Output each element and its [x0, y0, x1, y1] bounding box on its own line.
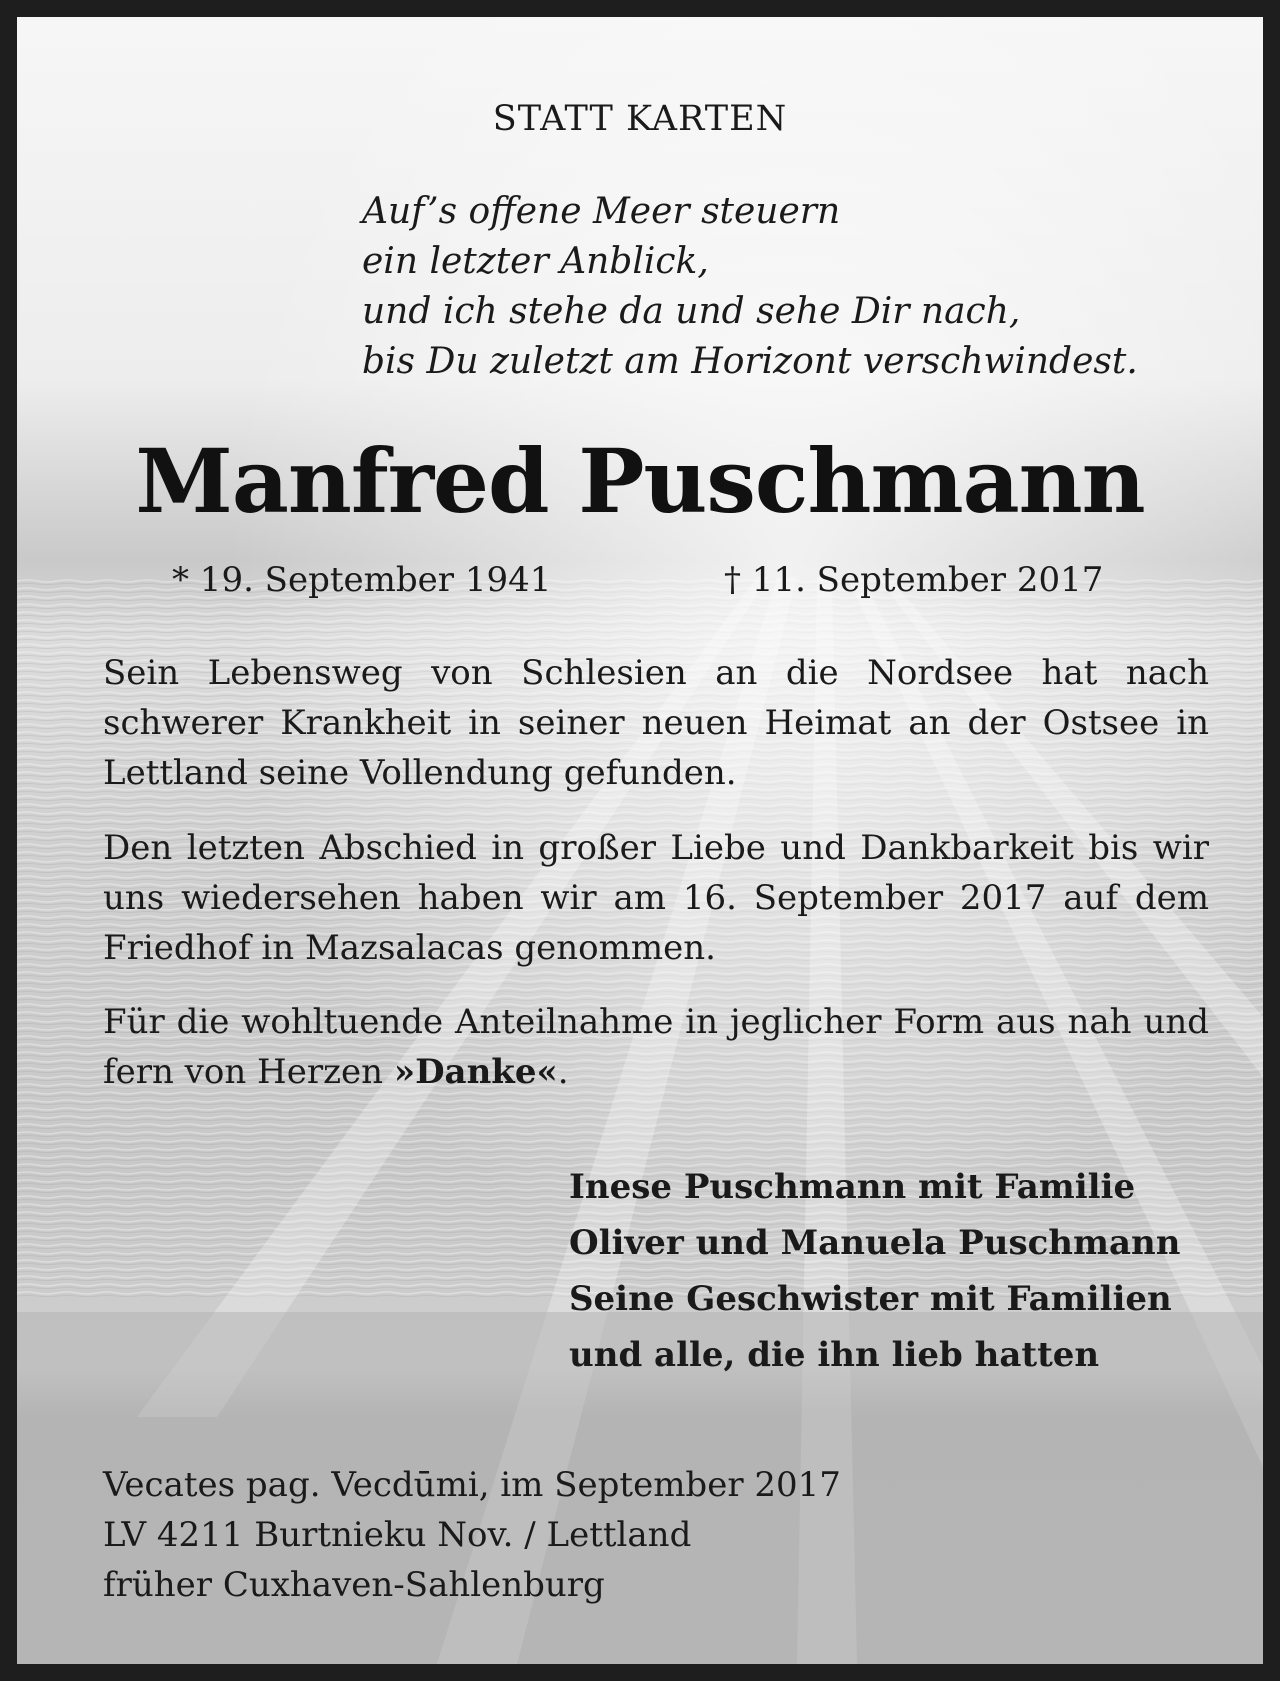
- poem: [362, 187, 1138, 387]
- address-line: Vecates pag. Vecdūmi, im September 2017: [103, 1465, 841, 1505]
- life-paragraph: Sein Lebensweg von Schlesien an die Nordsee hat nach schwerer Krankheit in seiner neuen Heimat an der Ostsee in Lettland seine Vollendung gefunden.: [103, 653, 1209, 793]
- address-line: LV 4211 Burtnieku Nov. / Lettland: [103, 1515, 692, 1555]
- poem-line: und ich stehe da und sehe Dir nach,: [362, 291, 1021, 332]
- death-date: † 11. September 2017: [724, 560, 1104, 600]
- poem-line: Auf’s offene Meer steuern: [362, 191, 841, 232]
- signer-line: Inese Puschmann mit Familie: [569, 1167, 1136, 1207]
- signer-line: Seine Geschwister mit Familien: [569, 1279, 1172, 1319]
- poem-line: bis Du zuletzt am Horizont verschwindest.: [362, 341, 1138, 382]
- signers: [569, 1159, 1180, 1383]
- farewell-paragraph: Den letzten Abschied in großer Liebe und Dankbarkeit bis wir uns wiedersehen haben wir am 16. September 2017 auf dem Friedhof in Mazsalacas genommen.: [103, 828, 1209, 968]
- header-statt-karten: STATT KARTEN: [492, 99, 788, 139]
- thanks-text: Für die wohltuende Anteilnahme in jeglicher Form aus nah und fern von Herzen: [103, 1002, 1209, 1092]
- deceased-name: Manfred Puschmann: [135, 429, 1145, 533]
- address-block: [103, 1460, 841, 1610]
- address-line: früher Cuxhaven-Sahlenburg: [103, 1565, 605, 1605]
- poem-line: ein letzter Anblick,: [362, 241, 709, 282]
- thanks-end: .: [557, 1052, 569, 1092]
- thanks-danke: »Danke«: [393, 1052, 558, 1092]
- signer-line: Oliver und Manuela Puschmann: [569, 1223, 1181, 1263]
- birth-date: * 19. September 1941: [172, 560, 552, 600]
- signer-line: und alle, die ihn lieb hatten: [569, 1335, 1100, 1375]
- thanks-paragraph: [103, 997, 1209, 1097]
